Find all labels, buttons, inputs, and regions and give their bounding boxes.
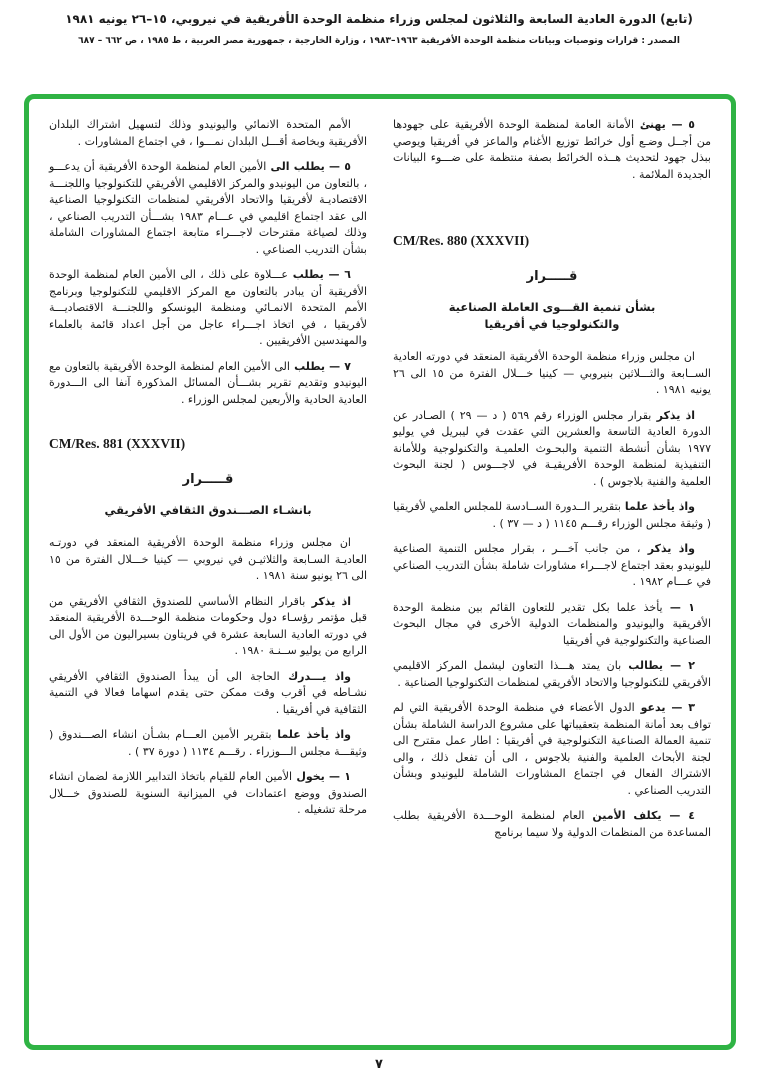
paragraph (49, 594, 367, 660)
paragraph (393, 541, 711, 591)
page-number: ٧ (375, 1057, 383, 1072)
paragraph-text: الأمين العام لمنظمة الوحدة الأفريقية أن يدعـــو ، بالتعاون من اليونيدو والمركز الاقليمي الأفريقي للتكنولوجيا واللجنـــة الاقتصاديـة لأفريقيا والاتحاد الأفريقي لمنظمات التكنولوجيا الصناعية الى عقد اجتماع اقليمي في عـــام ١٩٨٣ بشـــأن التدريب الصناعي ، وذلك لصياغة مقترحات لاجـــراء متابعة اجتماع المشاورات الشاملة بشأن التدريب الصناعي . (49, 160, 367, 256)
decree-title: بانشـاء الصـــندوق الثقافي الأفريقي (104, 502, 312, 517)
paragraph (393, 349, 711, 399)
paragraph (49, 727, 367, 760)
paragraph-text: بقرار مجلس الوزراء رقم ٥٦٩ ( د — ٢٩ ) الصـادر عن الدورة العادية التاسعة والعشرين التي عقدت في ليبريل في يوليو ١٩٧٧ بشأن أنشطة التنمية والبحـوث العلميـة والتكنولوجية وللأمانة التنفيذية لمنظمة الوحدة الأفريقيـة في لاجـــوس ( لجنة البحوث العلمية والفنية بلاجوس ) . (393, 408, 711, 488)
paragraph (393, 658, 711, 691)
column-left (49, 117, 367, 1035)
paragraph-text: باقرار النظام الأساسي للصندوق الثقافي الأفريقي من قبل مؤتمر رؤسـاء دول وحكومات منظمة الوحـــدة الأفريقية المنعقد في دورته العادية السابعة عشرة في فريتاون بسيراليون من الأول الى الرابع من يوليو ســنـة ١٩٨٠ . (49, 594, 367, 657)
paragraph-text: الأمم المتحدة الانمائي واليونيدو وذلك لتسهيل اشتراك البلدان الأفريقية وبخاصة أقـــل البلدان نمـــوا ، في اجتماع المشاورات . (49, 118, 367, 148)
resolution-number-881: CM/Res. 881 (XXXVII) (49, 436, 186, 451)
paragraph (393, 700, 711, 799)
paragraph-lead: اذ يذكر (651, 408, 695, 422)
paragraph (49, 535, 367, 585)
paragraph (49, 267, 367, 350)
paragraph (49, 669, 367, 719)
decree-title: بشأن تنمية القـــوى العاملة الصناعية والتكنولوجيا في أفريقيا (448, 299, 656, 331)
paragraph-text: ان مجلس وزراء منظمة الوحدة الأفريقية المنعقد في دورتـه العاديـة السـابعة والثلاثيـن في نيروبي — كينيا خـــلال الفترة من ١٥ الى ٢٦ يونيو سنة ١٩٨١ . (49, 536, 367, 582)
session-title: (تابع) الدورة العادية السابعة والثلاثون لمجلس وزراء منظمة الوحدة الأفريقية في نيروبي، ١٥–٢٦ يونيه ١٩٨١ (65, 12, 693, 26)
paragraph (49, 159, 367, 258)
paragraph-lead: ٧ — يطلب (289, 359, 351, 373)
paragraph-text: بتقرير الأمين العـــام بشـأن انشاء الصـــندوق ( وثيقـــة مجلس الـــوزراء . رقـــم ١١٣٤ ( دورة ٣٧ ) . (49, 728, 367, 758)
paragraph-text: الى الأمين العام لمنظمة الوحدة الأفريقية بالتعاون مع اليونيدو وتقديم تقرير بشـــأن المسائل المذكورة آنفا الى الـــدورة العادية الحادية والأربعين لمجلس الوزراء . (49, 359, 367, 406)
paragraph-text: بان يمتد هـــذا التعاون ليشمل المركز الاقليمي الأفريقي للتكنولوجيا والاتحاد الأفريقي لمنظمات التكنولوجيا الصناعية . (393, 659, 711, 689)
paragraph-lead: اذ يذكر (305, 594, 351, 608)
paragraph-text: ، من جانب آخـــر ، بقرار مجلس التنمية الصناعية لليونيدو بعقد اجتماع لاجـــراء مشاورات شاملة بشأن التدريب الصناعي في عـــام ١٩٨٢ . (393, 542, 711, 589)
paragraph-text: العام لمنظمة الوحـــدة الأفريقية بطلب المساعدة من المنظمات الدولية ولا سيما برنامج (393, 809, 711, 839)
paragraph (49, 359, 367, 409)
document-frame (24, 94, 736, 1050)
paragraph-text: ان مجلس وزراء منظمة الوحدة الأفريقية المنعقد في دورته العادية الســابعة والثـــلاثين بنيروبي — كينيا خـــلال الفترة من ١٥ الى ٢٦ يونيه ١٩٨١ . (393, 350, 711, 397)
paragraph-text: يأخذ علما بكل تقدير للتعاون القائم بين منظمة الوحدة الأفريقية واليونيدو والمنظمات الدولية الأخرى في مجال البحوث الصناعية والتكنولوجية في أفريقيا (393, 600, 711, 647)
paragraph (393, 600, 711, 650)
paragraph-lead: واذ يـــدرك (279, 669, 351, 683)
paragraph-text: الأمين العام للقيام باتخاذ التدابير اللازمة لضمان انشاء الصندوق ووضع اعتمادات في الميزانية السنوية للصندوق خـــلال مرحلة تشغيله . (49, 770, 367, 816)
paragraph-lead: ٣ — يدعو (634, 701, 695, 715)
paragraph (393, 408, 711, 491)
paragraph-lead: ٤ — يكلف الأمين (584, 809, 695, 823)
paragraph-lead: واذ يأخذ علما (271, 728, 351, 741)
paragraph (393, 499, 711, 532)
paragraph (393, 808, 711, 841)
decree-heading: قـــــرار (526, 269, 578, 285)
paragraph-text: عـــلاوة على ذلك ، الى الأمين العام لمنظمة الوحدة الأفريقية أن يبادر بالتعاون مع المركز الاقليمي للتكنولوجيا وبرنامج الأمم المتحدة الانمـائي ومنظمة اليونسكو واللجنـــة الاقتصاديـــة لأفريقيا ، في اتخاذ اجـــراء عاجل من أجل اعداد قائمة بالعلماء والمهندسين الأفريقيين . (49, 268, 367, 347)
column-right (393, 117, 711, 1035)
page-header (0, 12, 758, 46)
resolution-number-880: CM/Res. 880 (XXXVII) (393, 233, 530, 248)
paragraph-lead: ٢ — يطالب (621, 659, 695, 673)
two-column-text (29, 99, 731, 1045)
paragraph-text: الدول الأعضاء في منظمة الوحدة الأفريقية التي لم تواف بعد أمانة المنظمة بتعقيباتها على مشروع الدراسة الشاملة بشأن تنمية العمالة الصناعية التكنولوجية في أفريقيا : اطار عمل مقترح الى لجنة الأبحاث العلمية والفنية بلاجوس ، الى أن تفعل ذلك ، والى الاشتراك الفعال في اجتماع المشاورات الشاملة لليونيدو وبشأن التدريب الصناعي . (393, 701, 711, 797)
paragraph-lead: ١ — يخول (292, 770, 351, 783)
decree-heading: قـــــرار (182, 472, 234, 488)
paragraph-lead: واذ يذكر (640, 542, 695, 556)
paragraph-text: الأمانة العامة لمنظمة الوحدة الأفريقية على جهودها من أجــل وضـع أول خرائط توزيع الأغنام والماعز في أفريقيا ويوصي ببذل جهود لتحديث هــذه الخرائط بصفة منتظمة على ضـــوء البيانات الجديدة الملائمة . (393, 118, 711, 181)
source-line: المصدر : قرارات وتوصيات وبيانات منظمة الوحدة الأفريقية ١٩٦٣–١٩٨٣ ، وزارة الخارجية ، جمهورية مصر العربية ، ط ١٩٨٥ ، ص ٦٦٢ – ٦٨٧ (78, 36, 680, 46)
paragraph (49, 769, 367, 819)
paragraph (393, 117, 711, 183)
paragraph-lead: ١ — (662, 600, 695, 614)
paragraph-lead: ٥ — يطلب الى (266, 160, 351, 173)
paragraph-lead: ٦ — يطلب (287, 268, 351, 281)
paragraph-lead: واذ يأخذ علما (620, 500, 695, 514)
paragraph-lead: ٥ — يهنئ (634, 118, 695, 131)
paragraph-text: بتقرير الــدورة الســادسة للمجلس العلمي لأفريقيا ( وثيقة مجلس الوزراء رقـــم ١١٤٥ ( د — ٣٧ ) . (393, 500, 711, 530)
paragraph (49, 117, 367, 150)
paragraph-text: الحاجة الى أن يبدأ الصندوق الثقافي الأفريقي نشـاطه في أقرب وقت ممكن حتى يقدم اسهاما فعالا في التنمية الثقافية في أفريقيا . (49, 669, 367, 716)
